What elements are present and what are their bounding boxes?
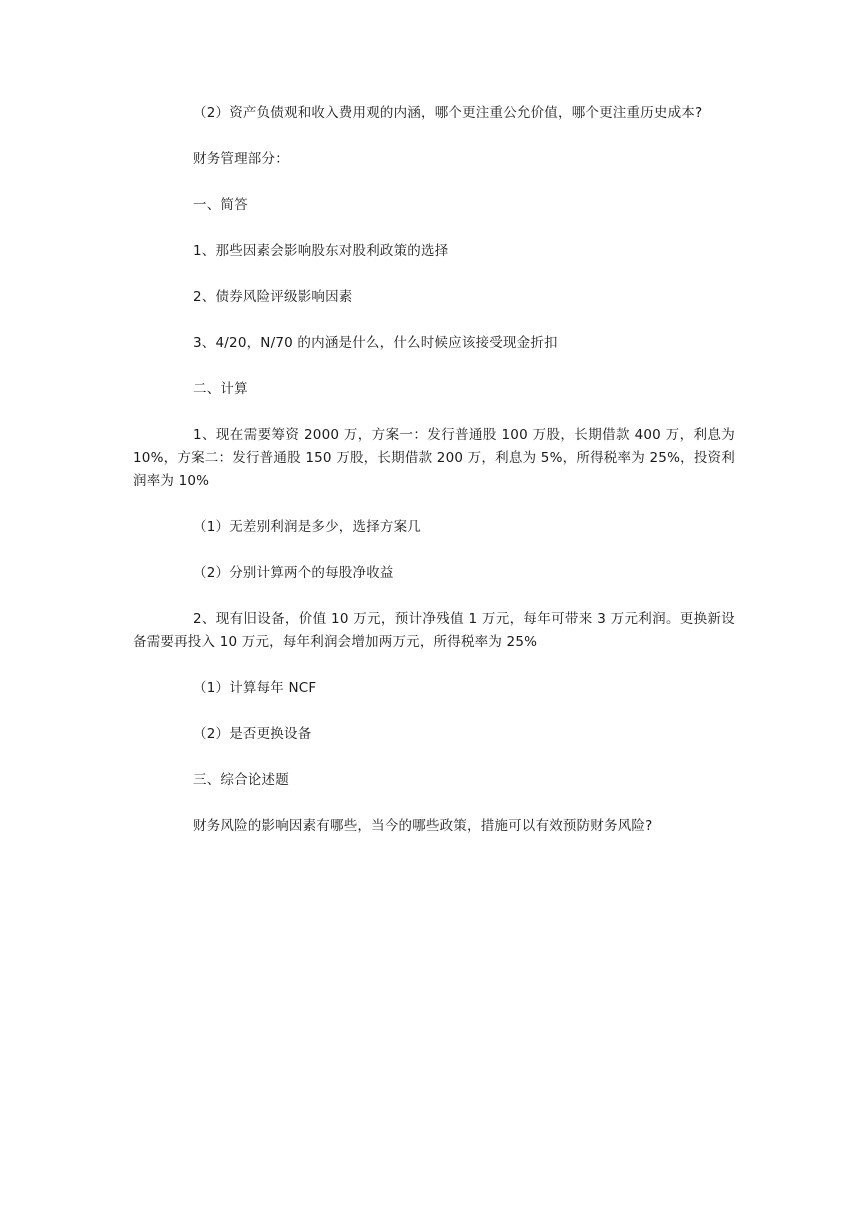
calculation-item-2: 2、现有旧设备，价值 10 万元，预计净残值 1 万元，每年可带来 3 万元利润。更换新设备需要再投入 10 万元，每年利润会增加两万元，所得税率为 25%: [133, 611, 735, 650]
calculation-item-1-sub-1: （1）无差别利润是多少，选择方案几: [193, 519, 421, 535]
heading-short-answer: 一、简答: [193, 197, 248, 213]
short-answer-item-2: 2、债券风险评级影响因素: [193, 289, 353, 305]
heading-comprehensive-essay: 三、综合论述题: [193, 772, 289, 788]
essay-question: 财务风险的影响因素有哪些，当今的哪些政策，措施可以有效预防财务风险?: [193, 818, 653, 834]
short-answer-item-3: 3、4/20，N/70 的内涵是什么，什么时候应该接受现金折扣: [193, 335, 558, 351]
calculation-item-1: 1、现在需要筹资 2000 万，方案一：发行普通股 100 万股，长期借款 400 万，利息为 10%，方案二：发行普通股 150 万股，长期借款 200 万，利息为 5%，所得税率为 25%，投资利润率为 10%: [133, 427, 735, 489]
calculation-item-2-sub-1: （1）计算每年 NCF: [193, 680, 317, 696]
section-title-financial-management: 财务管理部分：: [193, 151, 289, 167]
calculation-item-2-sub-2: （2）是否更换设备: [193, 726, 312, 742]
calculation-item-1-sub-2: （2）分别计算两个的每股净收益: [193, 565, 394, 581]
document-body: [133, 102, 735, 861]
question-2-assets-liabilities-view: （2）资产负债观和收入费用观的内涵，哪个更注重公允价值，哪个更注重历史成本?: [193, 105, 703, 121]
heading-calculation: 二、计算: [193, 381, 248, 397]
short-answer-item-1: 1、那些因素会影响股东对股利政策的选择: [193, 243, 449, 259]
